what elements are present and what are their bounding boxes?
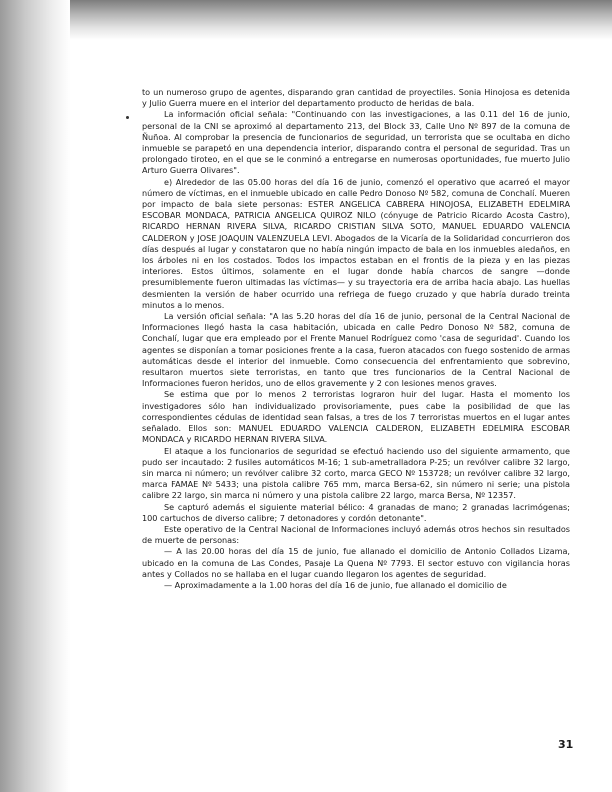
scan-left-shadow xyxy=(0,0,70,792)
page-number: 31 xyxy=(558,738,574,751)
page-body xyxy=(142,87,570,591)
paragraph-official-info: La información oficial señala: "Continuando con las investigaciones, a las 0.11 del 16 de junio, personal de la CNI se aproximó al departamento 213, del Block 33, Calle Uno Nº 897 de la comuna de Ñuñoa. Al comprobar la presencia de funcionarios de seguridad, un terrorista que se ocultaba en dicho inmueble se parapetó en una dependencia interior, disparando contra el personal de seguridad. Tras un prolongado tiroteo, en el que se le conminó a entregarse en numerosas oportunidades, fue muerto Julio Arturo Guerra Olivares". xyxy=(142,109,570,176)
paragraph-continuation: to un numeroso grupo de agentes, disparando gran cantidad de proyectiles. Sonia Hinojosa es detenida y Julio Guerra muere en el interior del departamento producto de heridas de bala. xyxy=(142,87,570,109)
paragraph-raid-collados: — A las 20.00 horas del día 15 de junio, fue allanado el domicilio de Antonio Collados Lizama, ubicado en la comuna de Las Condes, Pasaje La Quena Nº 7793. El sector estuvo con vigilancia horas antes y Collados no se hallaba en el lugar cuando llegaron los agentes de seguridad. xyxy=(142,546,570,579)
paragraph-other-events: Este operativo de la Central Nacional de Informaciones incluyó además otros hechos sin resultados de muerte de personas: xyxy=(142,523,570,546)
margin-mark xyxy=(126,116,129,119)
paragraph-escaped-terrorists: Se estima que por lo menos 2 terroristas lograron huir del lugar. Hasta el momento los investigadores sólo han individualizado provisoriamente, pues cabe la posibilidad de que las correspondientes cédulas de identidad sean falsas, a tres de los 7 terroristas muertos en el lugar antes señalado. Ellos son: MANUEL EDUARDO VALENCIA CALDERON, ELIZABETH EDELMIRA ESCOBAR MONDACA y RICARDO HERNAN RIVERA SILVA. xyxy=(142,389,570,445)
paragraph-armament: El ataque a los funcionarios de seguridad se efectuó haciendo uso del siguiente armamento, que pudo ser incautado: 2 fusiles automáticos M-16; 1 sub-ametralladora P-25; un revólver calibre 32 largo, sin marca ni número; un revólver calibre 32 corto, marca GECO Nº 153728; un revólver calibre 32 largo, marca FAMAE Nº 5433; una pistola calibre 765 mm, marca Bersa-62, sin número ni serie; una pistola calibre 22 largo, sin marca ni número y una pistola calibre 22 largo, marca Bersa, Nº 12357. xyxy=(142,445,570,501)
paragraph-operation-e: e) Alrededor de las 05.00 horas del día 16 de junio, comenzó el operativo que acarreó el mayor número de víctimas, en el inmueble ubicado en calle Pedro Donoso Nº 582, comuna de Conchalí. Mueren por impacto de bala siete personas: ESTER ANGELICA CABRERA HINOJOSA, ELIZABETH EDELMIRA ESCOBAR MONDACA, PATRICIA ANGELICA QUIROZ NILO (cónyuge de Patricio Ricardo Acosta Castro), RICARDO HERNAN RIVERA SILVA, RICARDO CRISTIAN SILVA SOTO, MANUEL EDUARDO VALENCIA CALDERON y JOSE JOAQUIN VALENZUELA LEVI. Abogados de la Vicaría de la Solidaridad concurrieron dos días después al lugar y constataron que no había ningún impacto de bala en los inmuebles aledaños, en los árboles ni en los costados. Todos los impactos estaban en el frontis de la pieza y en las piezas interiores. Estos últimos, solamente en el lugar donde había charcos de sangre —donde presumiblemente fueron ultimadas las víctimas— y su trayectoria era de arriba hacia abajo. Las huellas desmienten la versión de haber ocurrido una refriega de fuego cruzado y que habría durado treinta minutos a lo menos. xyxy=(142,176,570,310)
paragraph-war-material: Se capturó además el siguiente material bélico: 4 granadas de mano; 2 granadas lacrimógenas; 100 cartuchos de diverso calibre; 7 detonadores y cordón detonante". xyxy=(142,501,570,523)
paragraph-official-version: La versión oficial señala: "A las 5.20 horas del día 16 de junio, personal de la Central Nacional de Informaciones llegó hasta la casa habitación, ubicada en calle Pedro Donoso Nº 582, comuna de Conchalí, lugar que era empleado por el Frente Manuel Rodríguez como 'casa de seguridad'. Cuando los agentes se disponían a tomar posiciones frente a la casa, fueron atacados con fuego sostenido de armas automáticas desde el interior del inmueble. Como consecuencia del enfrentamiento que sobrevino, resultaron muertos siete terroristas, en tanto que tres funcionarios de la Central Nacional de Informaciones fueron heridos, uno de ellos gravemente y 2 con lesiones menos graves. xyxy=(142,311,570,389)
scan-top-shadow xyxy=(0,0,612,40)
paragraph-raid-second: — Aproximadamente a la 1.00 horas del día 16 de junio, fue allanado el domicilio de xyxy=(164,579,507,590)
